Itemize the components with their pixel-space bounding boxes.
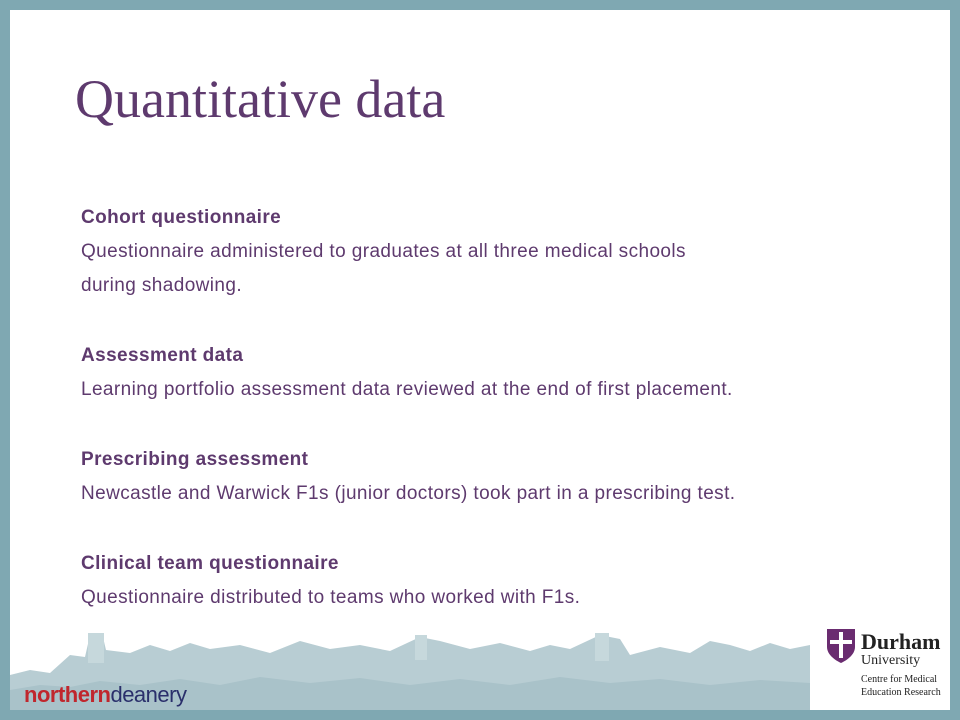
section-cohort-questionnaire [81, 200, 941, 303]
section-assessment-data [81, 338, 941, 407]
durham-university-label: University [861, 653, 921, 668]
section-clinical-team-questionnaire [81, 546, 941, 615]
section-text-line: during shadowing. [81, 275, 243, 296]
durham-centre-line: Education Research [861, 687, 941, 698]
slide [10, 10, 950, 710]
section-heading: Cohort questionnaire [81, 207, 282, 228]
section-heading: Prescribing assessment [81, 449, 309, 470]
section-text-line: Newcastle and Warwick F1s (junior doctors) took part in a prescribing test. [81, 483, 736, 504]
durham-name: Durham [861, 629, 941, 654]
section-text-line: Learning portfolio assessment data reviewed at the end of first placement. [81, 379, 733, 400]
section-heading: Assessment data [81, 345, 244, 366]
northern-deanery-logo [24, 684, 186, 706]
logo-text-deanery: deanery [110, 682, 187, 707]
slide-body [81, 200, 941, 650]
section-text-line: Questionnaire administered to graduates at all three medical schools [81, 241, 686, 262]
section-prescribing-assessment [81, 442, 941, 511]
durham-crest-icon [825, 627, 857, 665]
durham-centre-line: Centre for Medical [861, 674, 938, 685]
logo-text-northern: northern [24, 682, 111, 707]
slide-title: Quantitative data [75, 69, 446, 129]
durham-centre-label [861, 673, 950, 699]
section-text-line: Questionnaire distributed to teams who worked with F1s. [81, 587, 581, 608]
section-heading: Clinical team questionnaire [81, 553, 339, 574]
durham-university-logo [815, 615, 950, 710]
